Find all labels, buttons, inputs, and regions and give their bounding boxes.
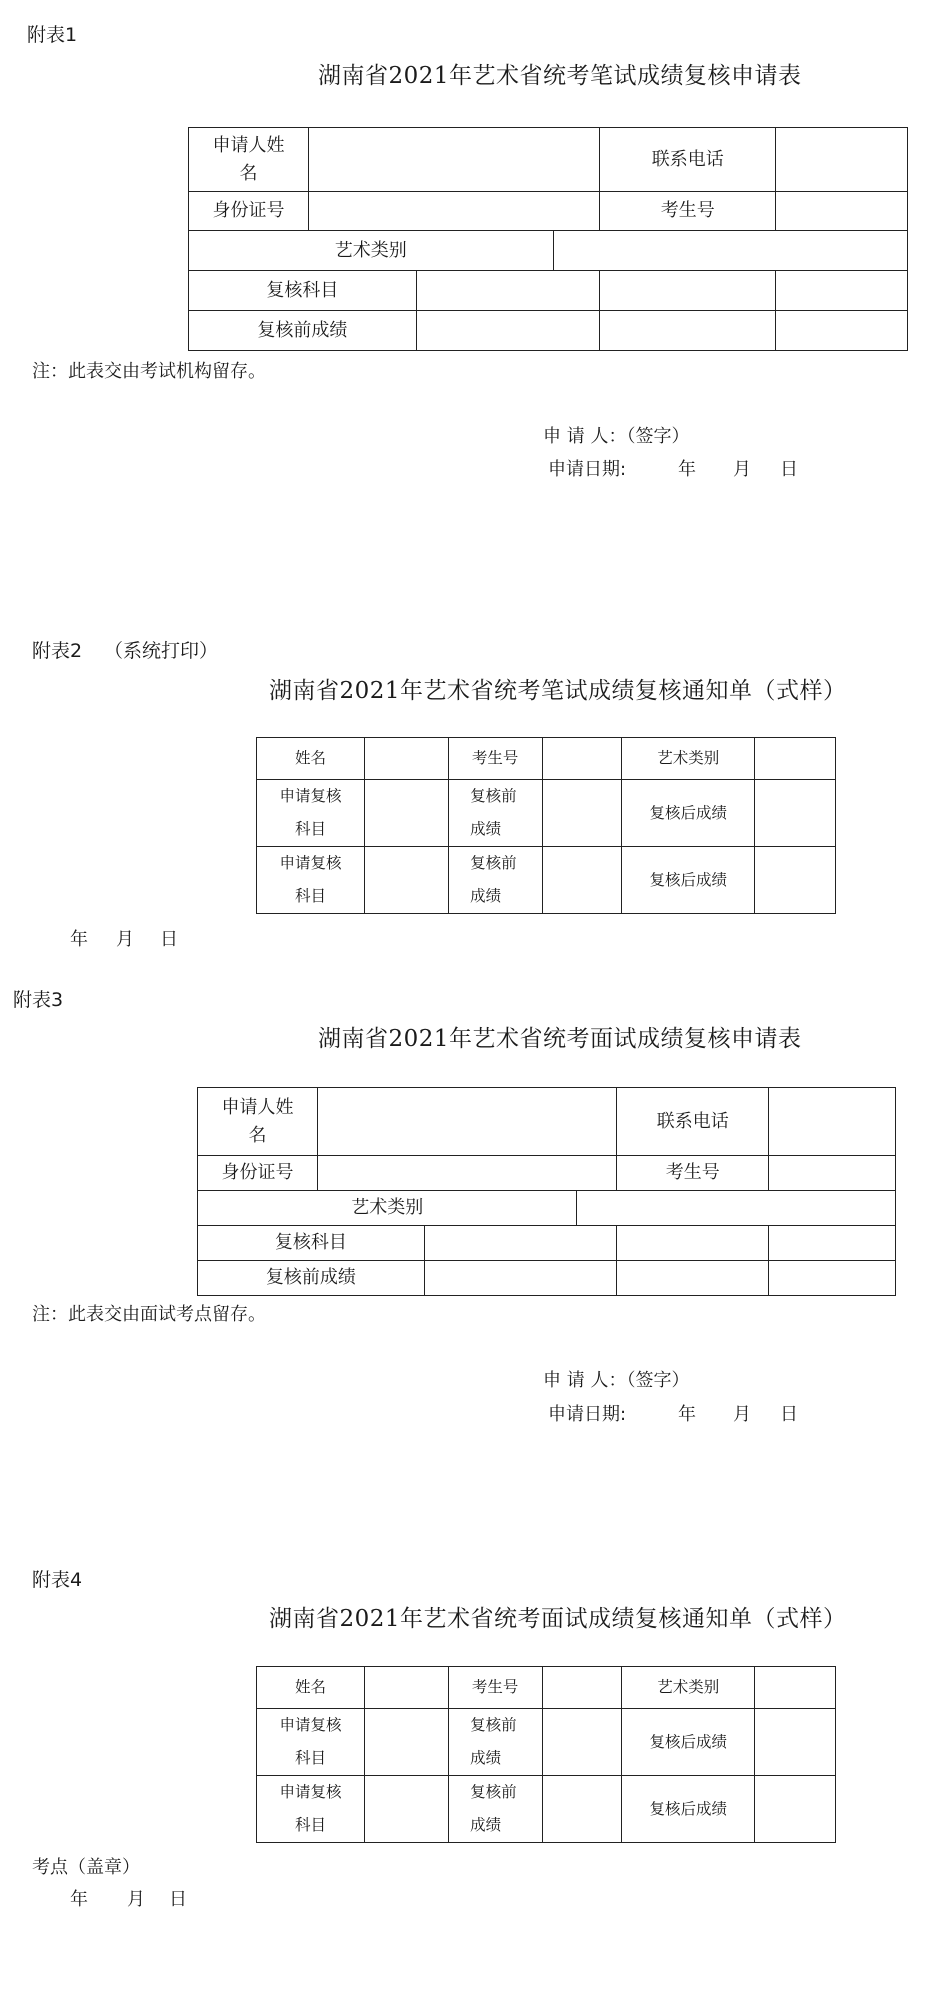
form4-day: 日 xyxy=(169,1889,187,1910)
form1-phone-label: 联系电话 xyxy=(600,128,776,192)
form2-tag: 附表2 xyxy=(32,640,83,662)
form1-phone-value[interactable] xyxy=(776,128,908,192)
form1-year: 年 xyxy=(678,459,696,480)
form2-exam-no-value xyxy=(542,738,622,780)
form3-exam-no-value[interactable] xyxy=(769,1156,896,1191)
form4-before-label-2: 复核前成绩 xyxy=(448,1776,542,1843)
form4-before-value-2 xyxy=(542,1776,622,1843)
form3-subject-cell-2[interactable] xyxy=(617,1226,769,1261)
form3-tag: 附表3 xyxy=(13,989,64,1011)
form3-date-label: 申请日期: xyxy=(548,1404,627,1425)
form4-name-label: 姓名 xyxy=(257,1667,365,1709)
form3-month: 月 xyxy=(733,1404,751,1425)
form4-category-value xyxy=(755,1667,836,1709)
form1-date-label: 申请日期: xyxy=(548,459,627,480)
form2-after-value-2 xyxy=(755,847,836,914)
form3-title: 湖南省2021年艺术省统考面试成绩复核申请表 xyxy=(318,1026,802,1052)
form3-name-label: 申请人姓名 xyxy=(198,1088,318,1156)
form1-exam-no-label: 考生号 xyxy=(600,192,776,231)
form2-after-label-1: 复核后成绩 xyxy=(622,780,755,847)
form4-category-label: 艺术类别 xyxy=(622,1667,755,1709)
form1-category-label: 艺术类别 xyxy=(189,231,554,271)
form3-score-cell-1[interactable] xyxy=(424,1261,617,1296)
form1-exam-no-value[interactable] xyxy=(776,192,908,231)
form3-year: 年 xyxy=(678,1404,696,1425)
form3-category-value[interactable] xyxy=(577,1191,896,1226)
form4-subject-value-2 xyxy=(364,1776,448,1843)
form4-after-value-1 xyxy=(755,1709,836,1776)
form1-applicant: 申 请 人：（签字） xyxy=(543,426,690,447)
form1-score-cell-1[interactable] xyxy=(416,311,600,351)
form4-year: 年 xyxy=(70,1889,88,1910)
form2-before-label-2: 复核前成绩 xyxy=(448,847,542,914)
form1-month: 月 xyxy=(733,459,751,480)
form2-name-label: 姓名 xyxy=(257,738,365,780)
form2-category-label: 艺术类别 xyxy=(622,738,755,780)
form4-tag: 附表4 xyxy=(32,1569,83,1591)
form1-score-cell-3[interactable] xyxy=(776,311,908,351)
form2-after-value-1 xyxy=(755,780,836,847)
form3-score-label: 复核前成绩 xyxy=(198,1261,425,1296)
form2-subject-label-2: 申请复核科目 xyxy=(257,847,365,914)
form4-stamp-label: 考点（盖章） xyxy=(32,1857,140,1878)
form2-subject-value-2 xyxy=(364,847,448,914)
form4-subject-label-2: 申请复核科目 xyxy=(257,1776,365,1843)
form4-title: 湖南省2021年艺术省统考面试成绩复核通知单（式样） xyxy=(269,1606,847,1632)
form3-id-label: 身份证号 xyxy=(198,1156,318,1191)
form4-after-value-2 xyxy=(755,1776,836,1843)
form1-id-label: 身份证号 xyxy=(189,192,309,231)
form1-tag: 附表1 xyxy=(27,24,78,46)
form2-year: 年 xyxy=(70,929,88,950)
form3-phone-value[interactable] xyxy=(769,1088,896,1156)
form1-id-value[interactable] xyxy=(308,192,600,231)
form1-name-label: 申请人姓名 xyxy=(189,128,309,192)
form1-table xyxy=(188,127,908,351)
form3-score-cell-2[interactable] xyxy=(617,1261,769,1296)
form4-exam-no-value xyxy=(542,1667,622,1709)
form2-after-label-2: 复核后成绩 xyxy=(622,847,755,914)
form3-subject-label: 复核科目 xyxy=(198,1226,425,1261)
form4-table xyxy=(256,1666,836,1843)
form3-table xyxy=(197,1087,896,1296)
form3-category-label: 艺术类别 xyxy=(198,1191,577,1226)
form1-score-cell-2[interactable] xyxy=(600,311,776,351)
form3-applicant: 申 请 人：（签字） xyxy=(543,1370,690,1391)
form1-subject-cell-1[interactable] xyxy=(416,271,600,311)
form2-subject-value-1 xyxy=(364,780,448,847)
form3-exam-no-label: 考生号 xyxy=(617,1156,769,1191)
form2-day: 日 xyxy=(160,929,178,950)
form4-month: 月 xyxy=(127,1889,145,1910)
form1-day: 日 xyxy=(780,459,798,480)
form4-subject-value-1 xyxy=(364,1709,448,1776)
form4-name-value xyxy=(364,1667,448,1709)
form2-before-value-2 xyxy=(542,847,622,914)
form4-subject-label-1: 申请复核科目 xyxy=(257,1709,365,1776)
form1-subject-cell-2[interactable] xyxy=(600,271,776,311)
form1-name-value[interactable] xyxy=(308,128,600,192)
form3-id-value[interactable] xyxy=(317,1156,616,1191)
form2-table xyxy=(256,737,836,914)
form1-score-label: 复核前成绩 xyxy=(189,311,417,351)
form1-subject-cell-3[interactable] xyxy=(776,271,908,311)
form2-name-value xyxy=(364,738,448,780)
form4-exam-no-label: 考生号 xyxy=(448,1667,542,1709)
form2-subject-label-1: 申请复核科目 xyxy=(257,780,365,847)
form2-before-label-1: 复核前成绩 xyxy=(448,780,542,847)
form4-before-value-1 xyxy=(542,1709,622,1776)
form3-subject-cell-3[interactable] xyxy=(769,1226,896,1261)
form2-title: 湖南省2021年艺术省统考笔试成绩复核通知单（式样） xyxy=(269,678,847,704)
form1-title: 湖南省2021年艺术省统考笔试成绩复核申请表 xyxy=(318,63,802,89)
form4-after-label-2: 复核后成绩 xyxy=(622,1776,755,1843)
form1-subject-label: 复核科目 xyxy=(189,271,417,311)
form1-category-value[interactable] xyxy=(553,231,907,271)
form3-score-cell-3[interactable] xyxy=(769,1261,896,1296)
form4-before-label-1: 复核前成绩 xyxy=(448,1709,542,1776)
form2-category-value xyxy=(755,738,836,780)
form2-tag-note: （系统打印） xyxy=(104,640,219,662)
form3-name-value[interactable] xyxy=(317,1088,616,1156)
form3-phone-label: 联系电话 xyxy=(617,1088,769,1156)
form3-subject-cell-1[interactable] xyxy=(424,1226,617,1261)
form1-note: 注：此表交由考试机构留存。 xyxy=(32,361,266,382)
form3-day: 日 xyxy=(780,1404,798,1425)
form3-note: 注：此表交由面试考点留存。 xyxy=(32,1304,266,1325)
form2-before-value-1 xyxy=(542,780,622,847)
form4-after-label-1: 复核后成绩 xyxy=(622,1709,755,1776)
form2-month: 月 xyxy=(116,929,134,950)
form2-exam-no-label: 考生号 xyxy=(448,738,542,780)
